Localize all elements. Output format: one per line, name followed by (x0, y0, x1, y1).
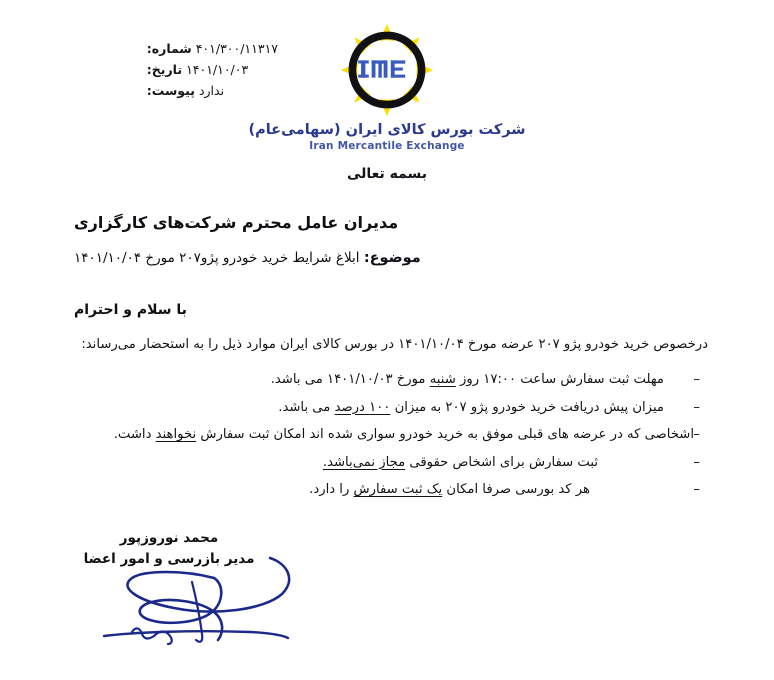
condition-emphasis: مجاز نمی‌باشد. (322, 454, 406, 470)
condition-text: هر کد بورسی صرفا امکان (442, 482, 590, 497)
condition-item (66, 366, 708, 394)
condition-text: اشخاصی که در عرضه های قبلی موفق به خرید خودرو سواری شده اند امکان ثبت سفارش (196, 427, 694, 442)
bullet-dash-icon: – (693, 399, 700, 415)
condition-item (66, 476, 708, 504)
condition-text: می باشد. (278, 399, 335, 415)
subject-text: ابلاغ شرایط خرید خودرو پژو۲۰۷ مورخ ۱۴۰۱/۱۰/۰۴ (74, 250, 360, 266)
condition-emphasis: شنبه (429, 372, 456, 387)
condition-item (66, 421, 708, 449)
addressee-line: مدیران عامل محترم شرکت‌های کارگزاری (74, 213, 399, 232)
signature-block (44, 528, 294, 570)
condition-text: داشت. (113, 427, 156, 442)
signatory-role: مدیر بازرسی و امور اعضا (83, 551, 255, 567)
condition-emphasis: نخواهند (155, 427, 197, 442)
meta-label-number: شماره: (146, 41, 192, 56)
logo-name-en: Iran Mercantile Exchange (309, 140, 465, 152)
meta-label-attachment: پیوست: (146, 83, 195, 98)
salutation-line: با سلام و احترام (74, 302, 187, 318)
condition-item (66, 394, 708, 422)
bullet-dash-icon: – (693, 454, 700, 470)
condition-text: را دارد. (309, 482, 354, 497)
bullet-dash-icon: – (693, 372, 700, 387)
condition-emphasis: ۱۰۰ درصد (334, 399, 391, 415)
condition-item (66, 449, 708, 477)
condition-emphasis: یک ثبت سفارش (353, 482, 443, 497)
bullet-dash-icon: – (693, 427, 700, 442)
organization-logo (0, 22, 774, 152)
bullet-dash-icon: – (693, 482, 700, 497)
meta-value-attachment: ندارد (198, 83, 225, 98)
basmala-line: بسمه تعالی (346, 166, 428, 182)
subject-label: موضوع: (363, 250, 421, 266)
logo-name-fa: شرکت بورس کالای ایران (سهامی‌عام) (248, 122, 526, 138)
signatory-name: محمد نوروزپور (119, 530, 219, 546)
meta-value-date: ۱۴۰۱/۱۰/۰۳ (186, 62, 249, 77)
conditions-list (66, 366, 708, 504)
meta-value-number: ۴۰۱/۳۰۰/۱۱۳۱۷ (195, 41, 278, 56)
condition-text: میزان پیش دریافت خرید خودرو پژو ۲۰۷ به میزان (390, 399, 664, 415)
meta-label-date: تاریخ: (146, 62, 183, 77)
condition-text: ثبت سفارش برای اشخاص حقوقی (405, 454, 598, 470)
condition-text: مهلت ثبت سفارش ساعت ۱۷:۰۰ روز (455, 372, 664, 387)
intro-paragraph: درخصوص خرید خودرو پژو ۲۰۷ عرضه مورخ ۱۴۰۱/۱۰/۰۴ در بورس کالای ایران موارد ذیل را به استحضار می‌رساند: (81, 337, 708, 352)
condition-text: مورخ ۱۴۰۱/۱۰/۰۳ می باشد. (270, 372, 430, 387)
ime-logo-icon (339, 22, 435, 118)
subject-line (0, 250, 774, 266)
